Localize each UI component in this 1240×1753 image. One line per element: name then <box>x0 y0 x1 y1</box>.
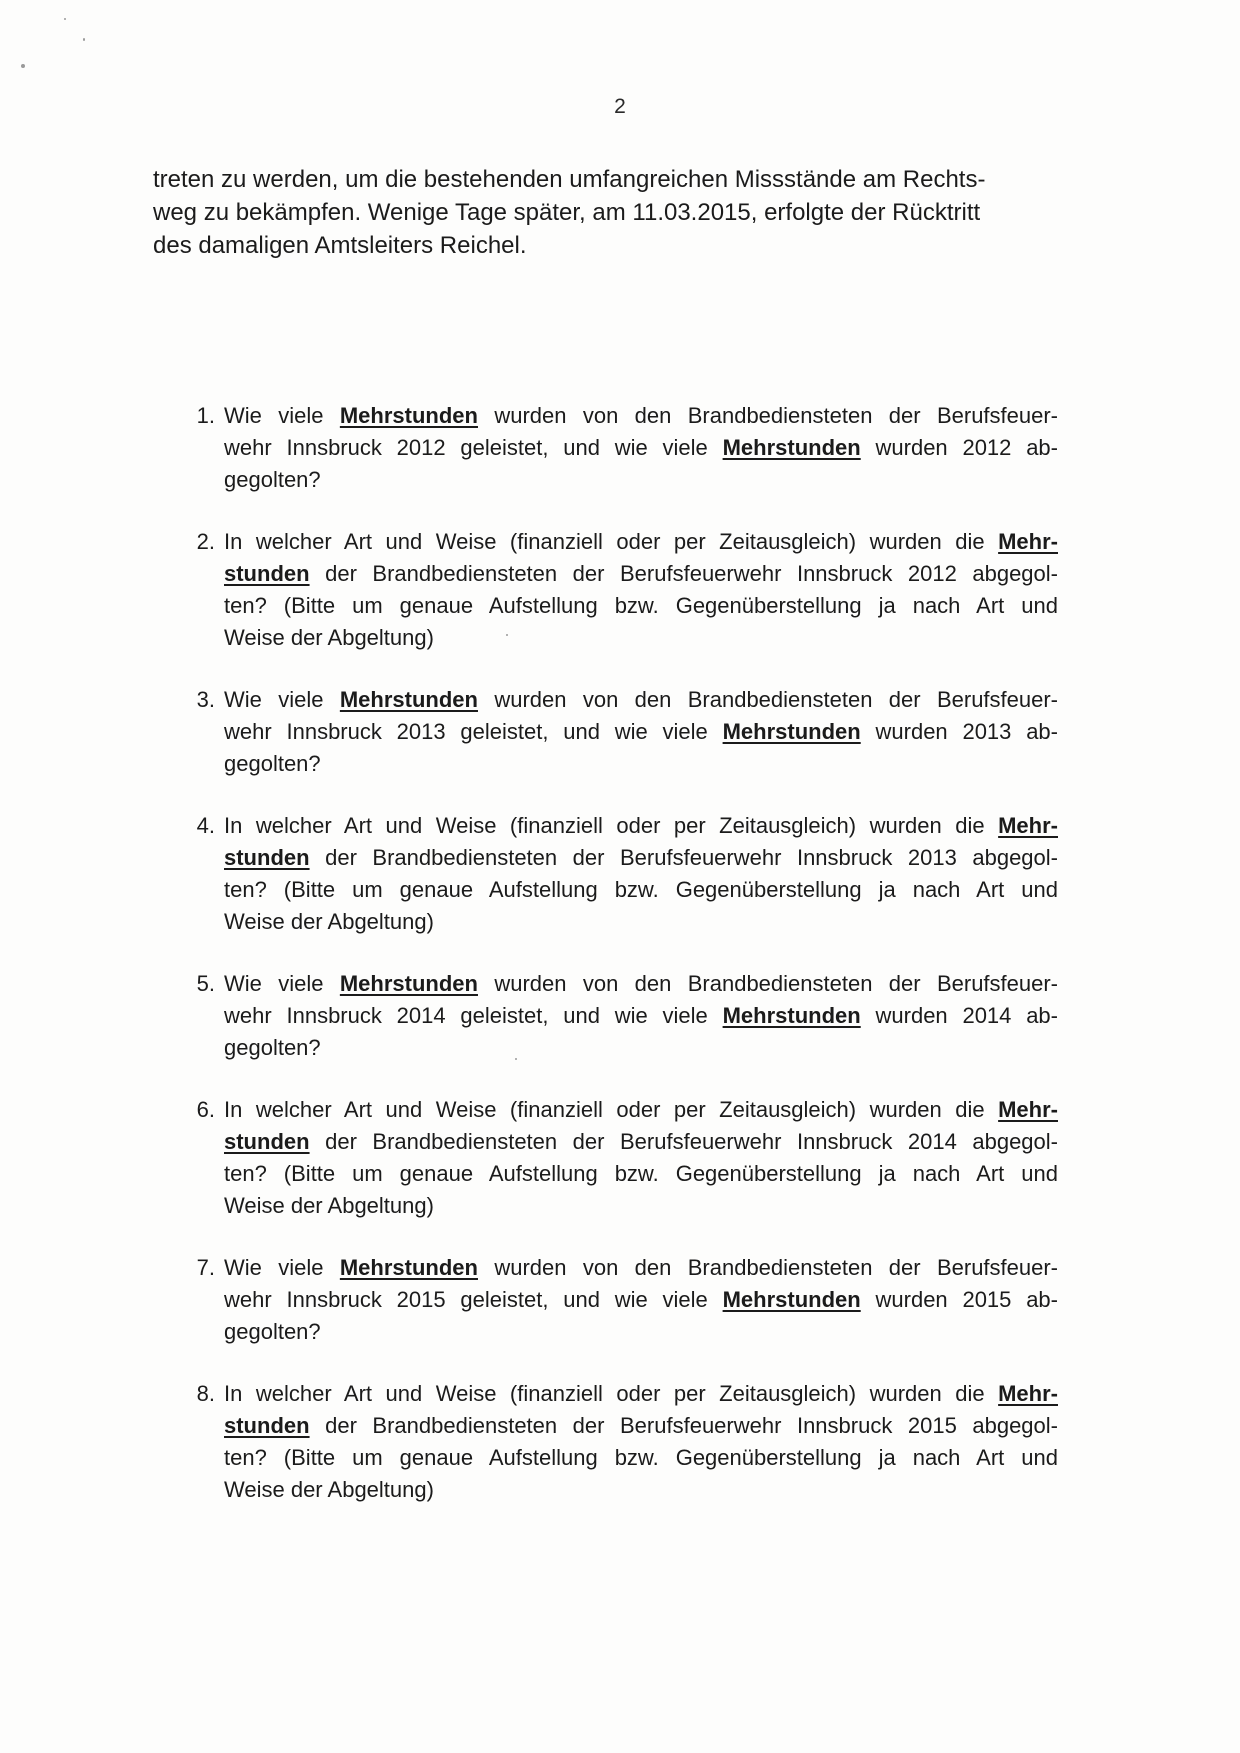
question-number: 1. <box>196 403 215 428</box>
question-line <box>224 1442 1058 1474</box>
keyword-mehrstunden: Mehrstunden <box>339 687 478 712</box>
question-item <box>0 968 1240 1064</box>
question-number: 8. <box>196 1381 215 1406</box>
scan-speck <box>21 64 25 68</box>
question-number: 2. <box>196 529 215 554</box>
question-line <box>224 1126 1058 1158</box>
text-segment: ten? (Bitte um genaue Aufstellung bzw. Gegenüberstellung ja nach Art und <box>224 877 1058 902</box>
text-segment: wehr Innsbruck 2014 geleistet, und wie viele <box>224 1003 723 1028</box>
scan-speck <box>83 38 85 41</box>
text-segment: wurden von den Brandbediensteten der Berufsfeuer- <box>477 971 1059 996</box>
text-segment: wurden 2012 ab- <box>860 435 1058 460</box>
question-line <box>224 1190 1058 1222</box>
intro-line: weg zu bekämpfen. Wenige Tage später, am 11.03.2015, erfolgte der Rücktritt <box>153 199 981 226</box>
text-segment: In welcher Art und Weise (finanziell oder per Zeitausgleich) wurden die <box>224 529 999 554</box>
question-line <box>224 1094 1058 1126</box>
text-segment: ten? (Bitte um genaue Aufstellung bzw. Gegenüberstellung ja nach Art und <box>224 593 1058 618</box>
text-segment: wurden 2014 ab- <box>860 1003 1058 1028</box>
question-text <box>224 1252 1058 1348</box>
question-line <box>224 1474 1058 1506</box>
keyword-mehrstunden: Mehr- <box>998 1097 1058 1122</box>
intro-paragraph <box>153 163 1073 262</box>
intro-line: treten zu werden, um die bestehenden umfangreichen Missstände am Rechts- <box>153 166 986 193</box>
question-line <box>224 748 1058 780</box>
question-text <box>224 400 1058 496</box>
question-text <box>224 526 1058 654</box>
question-line <box>224 1378 1058 1410</box>
keyword-mehrstunden: Mehr- <box>998 813 1058 838</box>
keyword-mehrstunden: Mehrstunden <box>722 1287 861 1312</box>
question-line <box>224 1410 1058 1442</box>
question-text <box>224 684 1058 780</box>
question-line <box>224 1252 1058 1284</box>
keyword-mehrstunden: Mehrstunden <box>722 435 861 460</box>
text-segment: gegolten? <box>224 1035 321 1060</box>
text-segment: wehr Innsbruck 2013 geleistet, und wie viele <box>224 719 723 744</box>
question-line <box>224 432 1058 464</box>
keyword-mehrstunden: stunden <box>224 1129 310 1154</box>
question-item <box>0 1094 1240 1222</box>
question-text <box>224 968 1058 1064</box>
question-line <box>224 622 1058 654</box>
question-line <box>224 810 1058 842</box>
question-item <box>0 1252 1240 1348</box>
question-line <box>224 1158 1058 1190</box>
question-line <box>224 1000 1058 1032</box>
text-segment: ten? (Bitte um genaue Aufstellung bzw. Gegenüberstellung ja nach Art und <box>224 1161 1058 1186</box>
text-segment: wurden 2015 ab- <box>860 1287 1058 1312</box>
text-segment: Wie viele <box>224 403 340 428</box>
question-line <box>224 526 1058 558</box>
intro-line: des damaligen Amtsleiters Reichel. <box>153 232 527 259</box>
question-line <box>224 558 1058 590</box>
question-line <box>224 1284 1058 1316</box>
text-segment: Weise der Abgeltung) <box>224 909 434 934</box>
text-segment: gegolten? <box>224 467 321 492</box>
text-segment: der Brandbediensteten der Berufsfeuerwehr Innsbruck 2015 abgegol- <box>309 1413 1058 1438</box>
question-number: 5. <box>196 971 215 996</box>
text-segment: wurden von den Brandbediensteten der Berufsfeuer- <box>477 687 1059 712</box>
question-number: 7. <box>196 1255 215 1280</box>
text-segment: ten? (Bitte um genaue Aufstellung bzw. Gegenüberstellung ja nach Art und <box>224 1445 1058 1470</box>
question-text <box>224 810 1058 938</box>
keyword-mehrstunden: Mehrstunden <box>722 719 861 744</box>
text-segment: der Brandbediensteten der Berufsfeuerwehr Innsbruck 2012 abgegol- <box>309 561 1058 586</box>
question-text <box>224 1378 1058 1506</box>
question-line <box>224 906 1058 938</box>
text-segment: wehr Innsbruck 2012 geleistet, und wie viele <box>224 435 723 460</box>
page-number: 2 <box>614 95 626 118</box>
keyword-mehrstunden: stunden <box>224 561 310 586</box>
question-item <box>0 400 1240 496</box>
text-segment: wurden von den Brandbediensteten der Berufsfeuer- <box>477 1255 1059 1280</box>
text-segment: der Brandbediensteten der Berufsfeuerwehr Innsbruck 2013 abgegol- <box>309 845 1058 870</box>
keyword-mehrstunden: Mehrstunden <box>339 971 478 996</box>
text-segment: gegolten? <box>224 751 321 776</box>
question-list <box>0 400 1240 1536</box>
text-segment: In welcher Art und Weise (finanziell oder per Zeitausgleich) wurden die <box>224 1381 999 1406</box>
question-line <box>224 716 1058 748</box>
keyword-mehrstunden: stunden <box>224 1413 310 1438</box>
question-line <box>224 464 1058 496</box>
question-item <box>0 684 1240 780</box>
question-line <box>224 684 1058 716</box>
keyword-mehrstunden: Mehrstunden <box>722 1003 861 1028</box>
keyword-mehrstunden: stunden <box>224 845 310 870</box>
question-line <box>224 1032 1058 1064</box>
text-segment: der Brandbediensteten der Berufsfeuerwehr Innsbruck 2014 abgegol- <box>309 1129 1058 1154</box>
question-line <box>224 1316 1058 1348</box>
text-segment: Weise der Abgeltung) <box>224 1193 434 1218</box>
text-segment: Wie viele <box>224 1255 340 1280</box>
question-line <box>224 590 1058 622</box>
question-line <box>224 400 1058 432</box>
question-item <box>0 526 1240 654</box>
question-number: 6. <box>196 1097 215 1122</box>
question-number: 3. <box>196 687 215 712</box>
keyword-mehrstunden: Mehr- <box>998 1381 1058 1406</box>
text-segment: Weise der Abgeltung) <box>224 625 434 650</box>
question-line <box>224 842 1058 874</box>
keyword-mehrstunden: Mehrstunden <box>339 403 478 428</box>
text-segment: Weise der Abgeltung) <box>224 1477 434 1502</box>
keyword-mehrstunden: Mehrstunden <box>339 1255 478 1280</box>
keyword-mehrstunden: Mehr- <box>998 529 1058 554</box>
question-item <box>0 810 1240 938</box>
text-segment: wurden von den Brandbediensteten der Berufsfeuer- <box>477 403 1059 428</box>
text-segment: In welcher Art und Weise (finanziell oder per Zeitausgleich) wurden die <box>224 813 999 838</box>
question-line <box>224 874 1058 906</box>
text-segment: wurden 2013 ab- <box>860 719 1058 744</box>
text-segment: In welcher Art und Weise (finanziell oder per Zeitausgleich) wurden die <box>224 1097 999 1122</box>
scan-speck <box>64 18 66 20</box>
text-segment: Wie viele <box>224 687 340 712</box>
text-segment: wehr Innsbruck 2015 geleistet, und wie viele <box>224 1287 723 1312</box>
text-segment: Wie viele <box>224 971 340 996</box>
question-line <box>224 968 1058 1000</box>
question-item <box>0 1378 1240 1506</box>
text-segment: gegolten? <box>224 1319 321 1344</box>
question-text <box>224 1094 1058 1222</box>
question-number: 4. <box>196 813 215 838</box>
